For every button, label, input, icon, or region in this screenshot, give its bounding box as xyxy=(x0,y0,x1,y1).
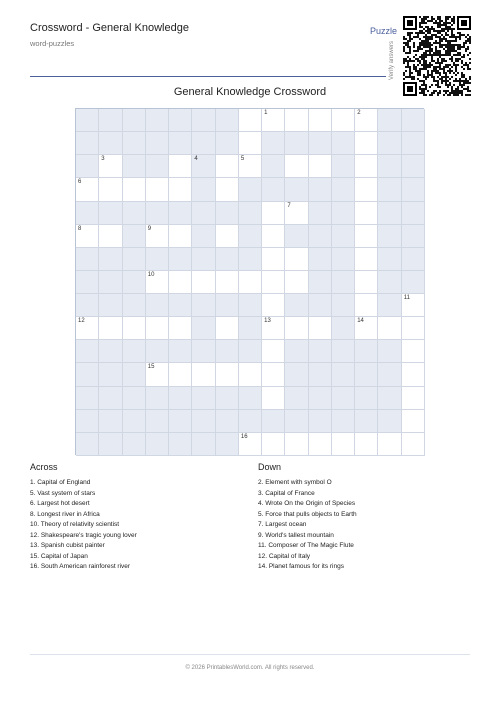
grid-block xyxy=(76,294,99,317)
grid-block xyxy=(76,271,99,294)
grid-block xyxy=(239,340,262,363)
grid-block xyxy=(355,387,378,410)
grid-cell[interactable] xyxy=(332,433,355,456)
grid-block xyxy=(192,178,215,201)
grid-block xyxy=(216,433,239,456)
grid-cell[interactable] xyxy=(192,363,215,386)
grid-block xyxy=(309,363,332,386)
grid-block xyxy=(332,340,355,363)
grid-block xyxy=(309,202,332,225)
grid-block xyxy=(378,202,401,225)
grid-block xyxy=(378,294,401,317)
grid-block xyxy=(309,132,332,155)
grid-block xyxy=(309,225,332,248)
grid-block xyxy=(216,109,239,132)
grid-block xyxy=(169,109,192,132)
grid-block xyxy=(216,410,239,433)
grid-block xyxy=(332,132,355,155)
grid-block xyxy=(239,387,262,410)
grid-cell[interactable] xyxy=(355,155,378,178)
grid-block xyxy=(192,155,215,178)
grid-block xyxy=(378,225,401,248)
clue-number: 14 xyxy=(357,318,364,325)
grid-block xyxy=(146,340,169,363)
grid-cell[interactable] xyxy=(309,317,332,340)
clue-down: 7. Largest ocean xyxy=(258,521,307,528)
grid-cell[interactable] xyxy=(285,248,308,271)
grid-block xyxy=(332,387,355,410)
grid-cell[interactable] xyxy=(378,317,401,340)
puzzle-badge: Puzzle xyxy=(370,26,398,36)
grid-block xyxy=(239,410,262,433)
verify-answers-label: Verify answers xyxy=(389,40,395,80)
grid-cell[interactable] xyxy=(402,340,425,363)
grid-block xyxy=(378,271,401,294)
grid-cell[interactable] xyxy=(216,317,239,340)
grid-cell[interactable] xyxy=(99,178,122,201)
grid-cell[interactable] xyxy=(355,271,378,294)
grid-block xyxy=(76,202,99,225)
clue-across: 6. Largest hot desert xyxy=(30,500,90,507)
grid-cell[interactable] xyxy=(402,294,425,317)
grid-cell[interactable] xyxy=(402,433,425,456)
grid-block xyxy=(378,248,401,271)
grid-block xyxy=(239,202,262,225)
grid-block xyxy=(169,202,192,225)
grid-cell[interactable] xyxy=(169,155,192,178)
grid-cell[interactable] xyxy=(192,271,215,294)
grid-block xyxy=(146,294,169,317)
grid-block xyxy=(239,317,262,340)
grid-block xyxy=(262,132,285,155)
grid-block xyxy=(99,363,122,386)
grid-cell[interactable] xyxy=(262,294,285,317)
across-heading: Across xyxy=(30,462,58,472)
grid-block xyxy=(402,178,425,201)
grid-cell[interactable] xyxy=(332,109,355,132)
grid-block xyxy=(99,410,122,433)
grid-block xyxy=(123,202,146,225)
clue-number: 12 xyxy=(78,318,85,325)
clue-down: 11. Composer of The Magic Flute xyxy=(258,542,354,549)
qr-code[interactable] xyxy=(403,16,471,96)
grid-block xyxy=(262,410,285,433)
grid-cell[interactable] xyxy=(99,317,122,340)
grid-cell[interactable] xyxy=(285,109,308,132)
clue-down: 9. World's tallest mountain xyxy=(258,531,334,539)
grid-cell[interactable] xyxy=(262,225,285,248)
grid-block xyxy=(239,178,262,201)
grid-cell[interactable] xyxy=(309,109,332,132)
grid-cell[interactable] xyxy=(239,155,262,178)
crossword-grid xyxy=(75,108,424,455)
grid-cell[interactable] xyxy=(285,202,308,225)
grid-block xyxy=(216,202,239,225)
grid-block xyxy=(146,155,169,178)
grid-block xyxy=(76,387,99,410)
grid-block xyxy=(146,410,169,433)
clue-number: 1 xyxy=(264,110,268,116)
clue-number: 13 xyxy=(264,318,271,325)
grid-block xyxy=(262,155,285,178)
grid-cell[interactable] xyxy=(262,387,285,410)
grid-block xyxy=(332,363,355,386)
grid-block xyxy=(332,225,355,248)
grid-title: General Knowledge Crossword xyxy=(173,86,327,98)
clue-down: 2. Element with symbol O xyxy=(258,479,332,486)
grid-cell[interactable] xyxy=(355,178,378,201)
clue-number: 16 xyxy=(240,433,248,440)
down-heading: Down xyxy=(258,462,282,472)
grid-block xyxy=(192,410,215,433)
clue-number: 2 xyxy=(357,110,361,116)
grid-cell[interactable] xyxy=(355,294,378,317)
grid-block xyxy=(285,340,308,363)
grid-cell[interactable] xyxy=(76,225,99,248)
grid-block xyxy=(332,178,355,201)
grid-block xyxy=(402,202,425,225)
clue-number: 9 xyxy=(147,225,152,232)
grid-block xyxy=(239,294,262,317)
grid-block xyxy=(309,387,332,410)
grid-cell[interactable] xyxy=(146,178,169,201)
grid-block xyxy=(99,132,122,155)
clue-across: 15. Capital of Japan xyxy=(30,552,88,560)
clue-down: 5. Force that pulls objects to Earth xyxy=(258,510,357,518)
grid-cell[interactable] xyxy=(262,248,285,271)
grid-block xyxy=(169,294,192,317)
grid-cell[interactable] xyxy=(99,155,122,178)
grid-block xyxy=(332,294,355,317)
grid-cell[interactable] xyxy=(355,433,378,456)
grid-block xyxy=(99,202,122,225)
grid-cell[interactable] xyxy=(262,317,285,340)
grid-block xyxy=(285,410,308,433)
grid-block xyxy=(355,363,378,386)
grid-block xyxy=(123,433,146,456)
grid-block xyxy=(123,132,146,155)
clue-number: 3 xyxy=(101,156,105,163)
grid-block xyxy=(402,271,425,294)
grid-block xyxy=(123,109,146,132)
grid-block xyxy=(262,178,285,201)
grid-block xyxy=(146,202,169,225)
grid-block xyxy=(239,248,262,271)
clue-number: 7 xyxy=(287,202,291,209)
grid-block xyxy=(99,387,122,410)
clue-across: 12. Shakespeare's tragic young lover xyxy=(30,531,137,539)
grid-cell[interactable] xyxy=(169,271,192,294)
grid-cell[interactable] xyxy=(76,317,99,340)
clue-number: 11 xyxy=(403,295,410,302)
grid-block xyxy=(146,248,169,271)
clue-across: 16. South American rainforest river xyxy=(30,563,131,570)
grid-block xyxy=(285,225,308,248)
grid-block xyxy=(332,202,355,225)
grid-cell[interactable] xyxy=(239,109,262,132)
down-clues xyxy=(258,462,468,573)
grid-block xyxy=(216,340,239,363)
grid-cell[interactable] xyxy=(355,132,378,155)
grid-block xyxy=(332,155,355,178)
grid-block xyxy=(309,271,332,294)
grid-block xyxy=(76,155,99,178)
clue-across: 5. Vast system of stars xyxy=(30,489,96,497)
grid-block xyxy=(378,109,401,132)
grid-block xyxy=(192,317,215,340)
grid-cell[interactable] xyxy=(262,271,285,294)
grid-block xyxy=(309,178,332,201)
grid-block xyxy=(192,294,215,317)
grid-cell[interactable] xyxy=(378,433,401,456)
grid-block xyxy=(378,340,401,363)
grid-block xyxy=(99,109,122,132)
grid-block xyxy=(99,248,122,271)
grid-block xyxy=(216,248,239,271)
grid-block xyxy=(192,248,215,271)
grid-block xyxy=(76,363,99,386)
grid-block xyxy=(76,340,99,363)
grid-block xyxy=(99,294,122,317)
grid-cell[interactable] xyxy=(309,155,332,178)
grid-block xyxy=(123,155,146,178)
grid-block xyxy=(192,225,215,248)
grid-block xyxy=(123,340,146,363)
grid-cell[interactable] xyxy=(309,433,332,456)
footer-copyright: © 2026 PrintablesWorld.com. All rights reserved. xyxy=(185,665,315,671)
grid-cell[interactable] xyxy=(169,178,192,201)
grid-block xyxy=(216,294,239,317)
grid-cell[interactable] xyxy=(285,433,308,456)
grid-block xyxy=(332,248,355,271)
grid-cell[interactable] xyxy=(123,317,146,340)
grid-block xyxy=(378,387,401,410)
grid-cell[interactable] xyxy=(216,155,239,178)
grid-block xyxy=(378,155,401,178)
clue-number: 15 xyxy=(147,364,155,371)
grid-cell[interactable] xyxy=(239,433,262,456)
clue-number: 8 xyxy=(78,225,82,232)
grid-block xyxy=(99,340,122,363)
grid-block xyxy=(378,132,401,155)
grid-block xyxy=(76,132,99,155)
grid-block xyxy=(402,248,425,271)
grid-block xyxy=(285,363,308,386)
grid-block xyxy=(378,178,401,201)
grid-block xyxy=(169,387,192,410)
grid-cell[interactable] xyxy=(169,363,192,386)
grid-block xyxy=(123,294,146,317)
page-subtitle: word-puzzles xyxy=(30,39,75,48)
grid-block xyxy=(192,202,215,225)
grid-cell[interactable] xyxy=(285,155,308,178)
grid-block xyxy=(332,410,355,433)
grid-cell[interactable] xyxy=(355,202,378,225)
grid-block xyxy=(402,109,425,132)
grid-cell[interactable] xyxy=(285,271,308,294)
grid-block xyxy=(169,340,192,363)
grid-cell[interactable] xyxy=(355,248,378,271)
grid-block xyxy=(169,433,192,456)
grid-block xyxy=(402,132,425,155)
grid-block xyxy=(332,271,355,294)
grid-cell[interactable] xyxy=(402,387,425,410)
clue-number: 10 xyxy=(147,271,155,278)
clue-down: 4. Wrote On the Origin of Species xyxy=(258,500,356,507)
page-title: Crossword - General Knowledge xyxy=(30,22,189,34)
clue-number: 6 xyxy=(78,179,82,186)
grid-cell[interactable] xyxy=(262,109,285,132)
grid-block xyxy=(76,433,99,456)
grid-cell[interactable] xyxy=(355,109,378,132)
grid-block xyxy=(309,294,332,317)
grid-block xyxy=(192,340,215,363)
grid-cell[interactable] xyxy=(146,363,169,386)
grid-block xyxy=(216,387,239,410)
grid-cell[interactable] xyxy=(239,132,262,155)
clue-across: 13. Spanish cubist painter xyxy=(30,542,105,549)
header-divider xyxy=(30,76,386,77)
grid-block xyxy=(239,225,262,248)
grid-block xyxy=(169,132,192,155)
grid-block xyxy=(378,410,401,433)
grid-block xyxy=(402,155,425,178)
grid-cell[interactable] xyxy=(262,433,285,456)
clue-down: 3. Capital of France xyxy=(258,489,315,497)
grid-cell[interactable] xyxy=(262,363,285,386)
clue-down: 14. Planet famous for its rings xyxy=(258,563,344,570)
grid-cell[interactable] xyxy=(123,178,146,201)
grid-cell[interactable] xyxy=(169,317,192,340)
grid-block xyxy=(76,248,99,271)
grid-cell[interactable] xyxy=(355,225,378,248)
grid-block xyxy=(309,248,332,271)
grid-block xyxy=(309,410,332,433)
grid-block xyxy=(402,225,425,248)
grid-block xyxy=(99,433,122,456)
grid-block xyxy=(76,109,99,132)
clue-across: 1. Capital of England xyxy=(30,479,91,486)
grid-block xyxy=(285,132,308,155)
grid-block xyxy=(123,248,146,271)
grid-cell[interactable] xyxy=(216,271,239,294)
grid-block xyxy=(146,132,169,155)
grid-cell[interactable] xyxy=(355,317,378,340)
clue-across: 10. Theory of relativity scientist xyxy=(30,521,120,528)
grid-block xyxy=(285,294,308,317)
across-clues xyxy=(30,462,240,573)
grid-block xyxy=(216,132,239,155)
grid-cell[interactable] xyxy=(262,340,285,363)
clue-across: 8. Longest river in Africa xyxy=(30,510,100,518)
grid-cell[interactable] xyxy=(262,202,285,225)
grid-block xyxy=(146,109,169,132)
grid-block xyxy=(192,132,215,155)
grid-block xyxy=(355,340,378,363)
grid-cell[interactable] xyxy=(239,271,262,294)
grid-cell[interactable] xyxy=(146,225,169,248)
grid-block xyxy=(309,340,332,363)
grid-cell[interactable] xyxy=(402,317,425,340)
clue-number: 4 xyxy=(194,156,198,163)
grid-cell[interactable] xyxy=(216,178,239,201)
grid-block xyxy=(146,433,169,456)
grid-block xyxy=(192,433,215,456)
grid-block xyxy=(285,178,308,201)
grid-block xyxy=(123,363,146,386)
grid-cell[interactable] xyxy=(402,410,425,433)
grid-block xyxy=(123,225,146,248)
clue-number: 5 xyxy=(240,156,245,163)
grid-cell[interactable] xyxy=(285,317,308,340)
grid-cell[interactable] xyxy=(402,363,425,386)
grid-cell[interactable] xyxy=(216,363,239,386)
grid-block xyxy=(123,271,146,294)
clue-down: 12. Capital of Italy xyxy=(258,552,311,560)
grid-cell[interactable] xyxy=(216,225,239,248)
grid-block xyxy=(169,248,192,271)
footer-divider xyxy=(30,654,470,655)
grid-block xyxy=(285,387,308,410)
grid-cell[interactable] xyxy=(99,225,122,248)
grid-block xyxy=(378,363,401,386)
grid-cell[interactable] xyxy=(239,363,262,386)
grid-block xyxy=(355,410,378,433)
grid-cell[interactable] xyxy=(169,225,192,248)
grid-block xyxy=(123,410,146,433)
grid-block xyxy=(76,410,99,433)
grid-block xyxy=(123,387,146,410)
grid-cell[interactable] xyxy=(76,178,99,201)
grid-cell[interactable] xyxy=(146,271,169,294)
grid-block xyxy=(146,387,169,410)
grid-block xyxy=(169,410,192,433)
grid-block xyxy=(192,387,215,410)
grid-cell[interactable] xyxy=(146,317,169,340)
grid-block xyxy=(192,109,215,132)
grid-block xyxy=(99,271,122,294)
grid-block xyxy=(332,317,355,340)
